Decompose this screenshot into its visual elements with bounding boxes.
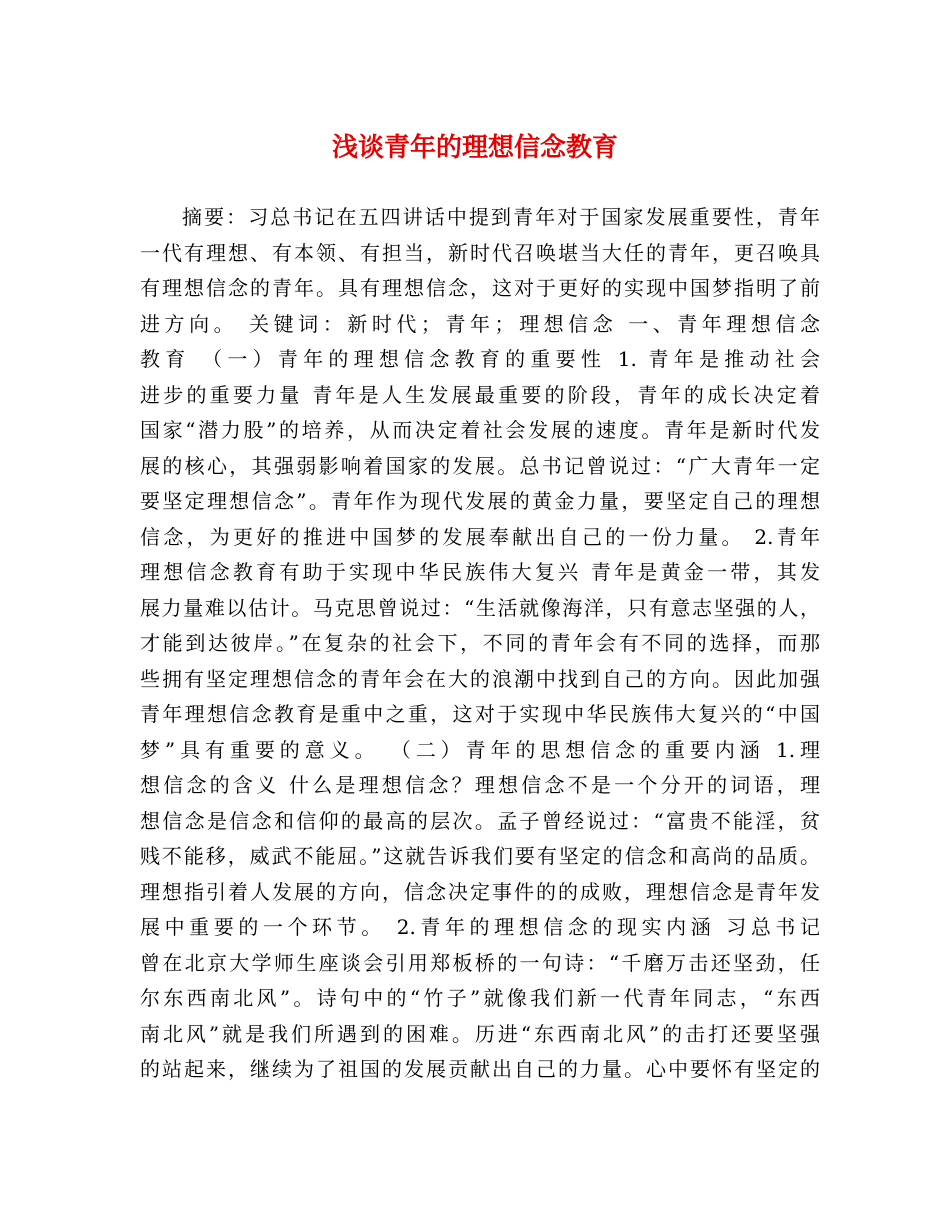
body-line: 一代有理想、有本领、有担当，新时代召唤堪当大任的青年，更召唤具 [140,240,820,265]
body-line: 尔东西南北风”。诗句中的“竹子”就像我们新一代青年同志，“东西 [140,986,820,1010]
body-line: 进方向。 关键词：新时代；青年；理想信念 一、青年理想信念 [140,311,820,336]
body-line: 青年理想信念教育是重中之重，这对于实现中华民族伟大复兴的“中国 [140,702,820,726]
body-line: 贱不能移，威武不能屈。”这就告诉我们要有坚定的信念和高尚的品质。 [140,844,820,868]
body-line: 有理想信念的青年。具有理想信念，这对于更好的实现中国梦指明了前 [140,276,820,300]
body-line: 想信念的含义 什么是理想信念？理想信念不是一个分开的词语，理 [140,773,820,797]
body-line: 进步的重要力量 青年是人生发展最重要的阶段，青年的成长决定着 [140,382,820,407]
body-line: 国家“潜力股”的培养，从而决定着社会发展的速度。青年是新时代发 [140,418,820,442]
body-line: 理想信念教育有助于实现中华民族伟大复兴 青年是黄金一带，其发 [140,560,820,584]
body-line: 理想指引着人发展的方向，信念决定事件的的成败，理想信念是青年发 [140,879,820,904]
body-line: 教育 （一）青年的理想信念教育的重要性 1. 青年是推动社会 [140,347,820,371]
body-line: 的站起来，继续为了祖国的发展贡献出自己的力量。心中要怀有坚定的 [140,1057,820,1081]
document-body [140,200,820,1088]
body-line: 展力量难以估计。马克思曾说过：“生活就像海洋，只有意志坚强的人， [140,595,820,620]
body-line: 梦”具有重要的意义。 （二）青年的思想信念的重要内涵 1.理 [140,737,820,762]
body-line: 曾在北京大学师生座谈会引用郑板桥的一句诗：“千磨万击还坚劲，任 [140,950,820,975]
body-line: 展中重要的一个环节。 2.青年的理想信念的现实内涵 习总书记 [140,915,820,939]
body-line: 南北风”就是我们所遇到的困难。历进“东西南北风”的击打还要坚强 [140,1021,820,1046]
body-line: 才能到达彼岸。”在复杂的社会下，不同的青年会有不同的选择，而那 [140,631,820,655]
body-line: 信念，为更好的推进中国梦的发展奉献出自己的一份力量。 2.青年 [140,524,820,549]
body-line: 摘要：习总书记在五四讲话中提到青年对于国家发展重要性，青年 [182,205,820,229]
body-line: 些拥有坚定理想信念的青年会在大的浪潮中找到自己的方向。因此加强 [140,666,820,691]
body-line: 展的核心，其强弱影响着国家的发展。总书记曾说过：“广大青年一定 [140,453,820,478]
document-title: 浅谈青年的理想信念教育 [331,133,618,163]
body-line: 要坚定理想信念”。青年作为现代发展的黄金力量，要坚定自己的理想 [140,489,820,513]
body-line: 想信念是信念和信仰的最高的层次。孟子曾经说过：“富贵不能淫，贫 [140,808,820,833]
